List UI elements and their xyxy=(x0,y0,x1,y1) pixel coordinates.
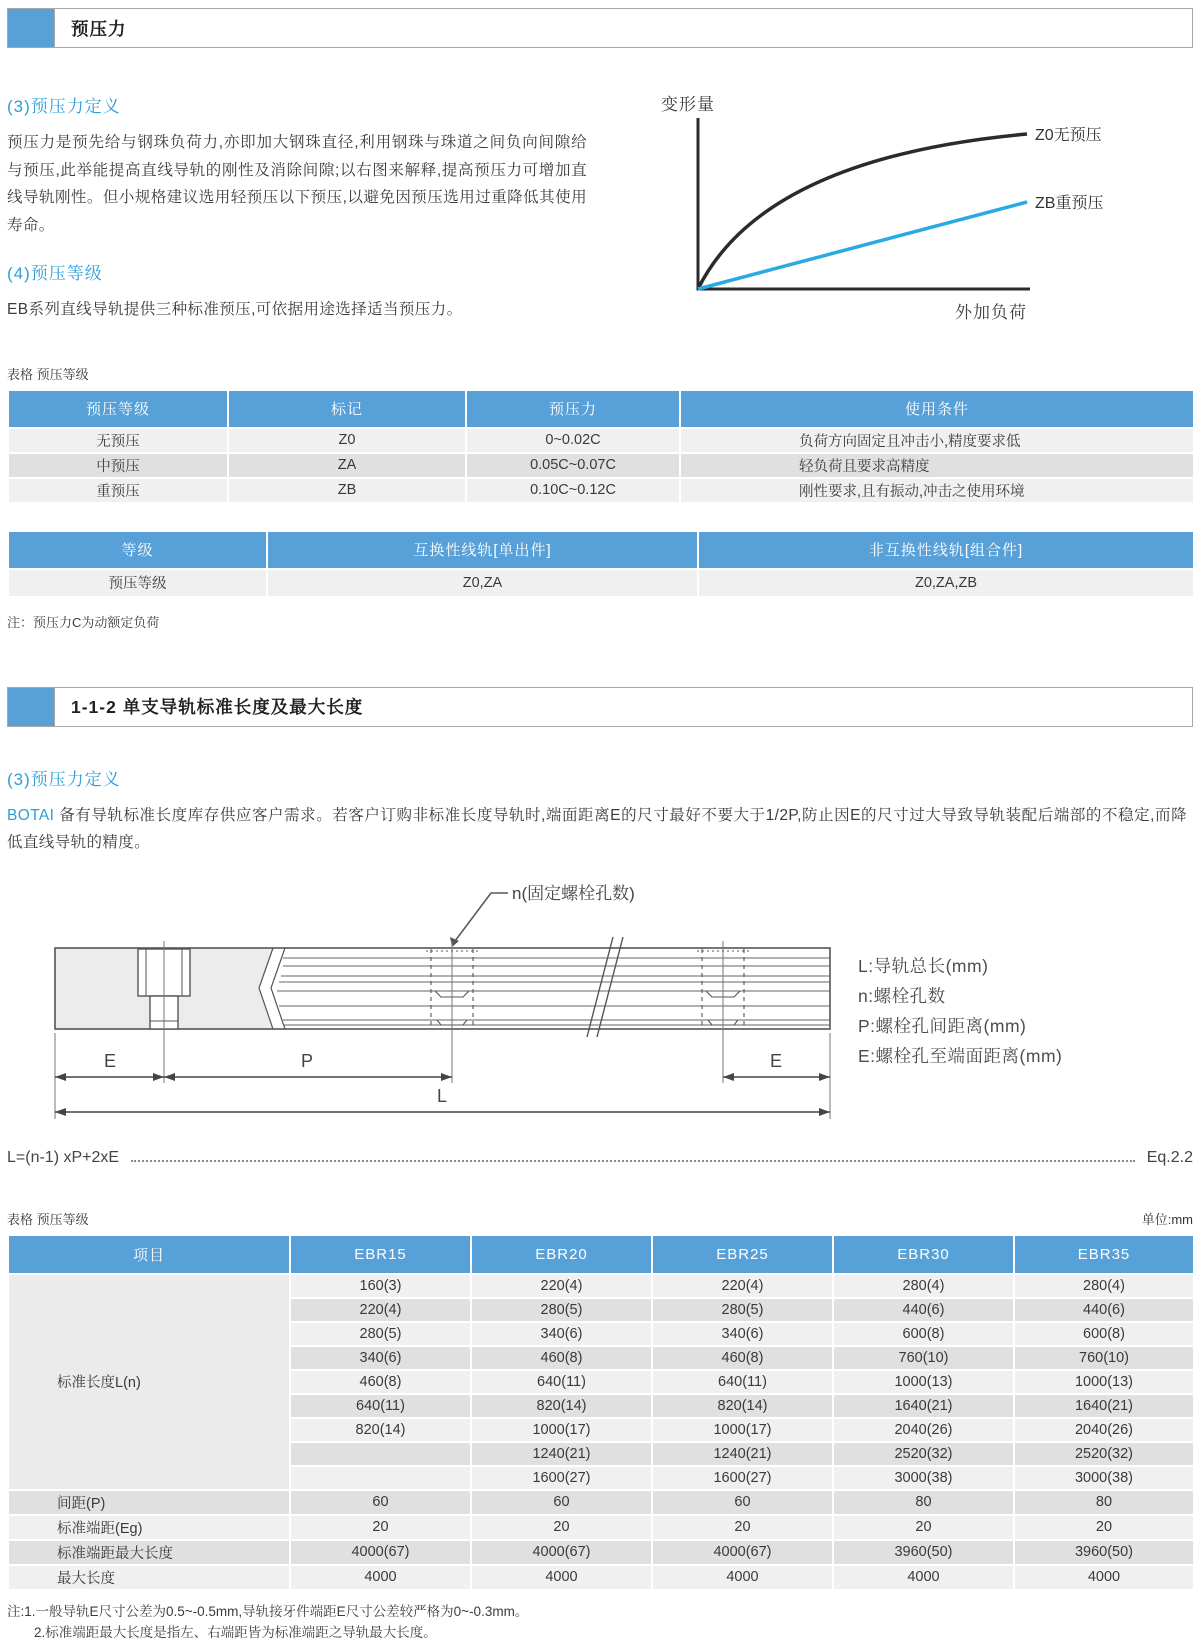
table-cell: 2040(26) xyxy=(1014,1418,1194,1442)
table-cell: 1000(13) xyxy=(1014,1370,1194,1394)
break-chevron-right xyxy=(271,948,285,1029)
rail-profile-lines xyxy=(277,958,830,1025)
table-cell: 1000(17) xyxy=(652,1418,833,1442)
table-cell: 220(4) xyxy=(471,1274,652,1298)
table-row xyxy=(8,1565,1194,1590)
table-cell: 0.10C~0.12C xyxy=(466,478,680,503)
chart-curve-z0 xyxy=(698,134,1027,289)
column-header: EBR25 xyxy=(652,1235,833,1274)
table-cell: 20 xyxy=(1014,1515,1194,1540)
chart-axes xyxy=(698,118,1030,289)
interchangeability-table xyxy=(7,530,1195,598)
footnote-1: 注:1.一般导轨E尺寸公差为0.5~-0.5mm,导轨接牙件端距E尺寸公差较严格为0~-0.3mm。 xyxy=(7,1603,529,1619)
dimension-label-p: P xyxy=(301,1050,314,1071)
table-cell: Z0 xyxy=(228,428,466,453)
table-cell: 2520(32) xyxy=(833,1442,1014,1466)
table-cell: 280(5) xyxy=(652,1298,833,1322)
table-cell: 最大长度 xyxy=(8,1565,290,1590)
chart-y-axis-label: 变形量 xyxy=(661,95,715,114)
table-cell: 760(10) xyxy=(1014,1346,1194,1370)
table-cell: 1240(21) xyxy=(652,1442,833,1466)
diagram-legend-item: P:螺栓孔间距离(mm) xyxy=(858,1015,1027,1036)
table3-caption: 表格 预压等级 xyxy=(7,1211,89,1227)
table-header-row xyxy=(8,531,1194,569)
table-cell: 440(6) xyxy=(833,1298,1014,1322)
dimension-label-e1: E xyxy=(104,1050,117,1071)
table-cell: 4000 xyxy=(471,1565,652,1590)
table-cell: 4000 xyxy=(1014,1565,1194,1590)
table-row xyxy=(8,1515,1194,1540)
table-cell: 600(8) xyxy=(1014,1322,1194,1346)
table-cell: 280(4) xyxy=(1014,1274,1194,1298)
section-title: 1-1-2 单支导轨标准长度及最大长度 xyxy=(71,697,364,717)
table-cell: 1600(27) xyxy=(471,1466,652,1490)
diagram-legend xyxy=(858,951,1062,1071)
table-row xyxy=(8,569,1194,597)
table-cell: Z0,ZA,ZB xyxy=(698,569,1194,597)
table-cell xyxy=(290,1442,471,1466)
table-cell: 1000(13) xyxy=(833,1370,1014,1394)
section-marker xyxy=(8,9,55,47)
catalog-page xyxy=(0,8,1200,1640)
table-cell: 1640(21) xyxy=(833,1394,1014,1418)
table-row xyxy=(8,478,1194,503)
table-cell: 3000(38) xyxy=(833,1466,1014,1490)
rail-dimension-diagram xyxy=(7,871,1193,1123)
callout-leader-line xyxy=(455,893,508,941)
dimension-label-e2: E xyxy=(770,1050,783,1071)
table-cell: 重预压 xyxy=(8,478,228,503)
table-cell: 1000(17) xyxy=(471,1418,652,1442)
chart-x-axis-label: 外加负荷 xyxy=(955,303,1027,322)
subsection-title-preload-definition: (3)预压力定义 xyxy=(7,97,121,116)
column-header: 项目 xyxy=(8,1235,290,1274)
bolt-hole-count-callout: n(固定螺栓孔数) xyxy=(512,883,635,903)
table-cell: 20 xyxy=(833,1515,1014,1540)
table-row xyxy=(8,428,1194,453)
table-row xyxy=(8,1274,1194,1298)
brand-text: BOTAI xyxy=(7,806,55,824)
dimension-l xyxy=(55,1086,830,1116)
table-cell: 0.05C~0.07C xyxy=(466,453,680,478)
standard-length-paragraph xyxy=(7,802,1187,857)
footnote-2: 2.标准端距最大长度是指左、右端距皆为标准端距之导轨最大长度。 xyxy=(34,1624,437,1640)
table-cell: 刚性要求,且有振动,冲击之使用环境 xyxy=(680,478,1194,503)
equation-number: Eq.2.2 xyxy=(1146,1148,1193,1166)
column-header: 互换性线轨[单出件] xyxy=(267,531,698,569)
table-cell: 20 xyxy=(471,1515,652,1540)
preload-deformation-chart xyxy=(633,78,1195,330)
column-header: 非互换性线轨[组合件] xyxy=(698,531,1194,569)
table-cell: 间距(P) xyxy=(8,1490,290,1515)
table-cell: 20 xyxy=(290,1515,471,1540)
length-formula-row xyxy=(7,1149,1193,1167)
table-header-row xyxy=(8,390,1194,428)
table-cell: 460(8) xyxy=(652,1346,833,1370)
column-header: 使用条件 xyxy=(680,390,1194,428)
diagram-legend-item: E:螺栓孔至端面距离(mm) xyxy=(858,1045,1063,1066)
dimension-p xyxy=(164,1051,452,1081)
chart-series-label-z0: Z0无预压 xyxy=(1035,127,1102,144)
section-marker xyxy=(8,688,55,726)
table-cell: 440(6) xyxy=(1014,1298,1194,1322)
dimension-e-right xyxy=(723,1051,830,1081)
table-cell: 80 xyxy=(1014,1490,1194,1515)
standard-length-table xyxy=(7,1234,1195,1591)
table-cell: 2520(32) xyxy=(1014,1442,1194,1466)
table-cell: 340(6) xyxy=(471,1322,652,1346)
preload-class-table xyxy=(7,389,1195,504)
table-cell: 1600(27) xyxy=(652,1466,833,1490)
table-row xyxy=(8,1540,1194,1565)
table-row xyxy=(8,1490,1194,1515)
table-cell: 1240(21) xyxy=(471,1442,652,1466)
table-cell: 340(6) xyxy=(652,1322,833,1346)
table-cell: 160(3) xyxy=(290,1274,471,1298)
table3-unit: 单位:mm xyxy=(1141,1211,1193,1227)
table-cell: 4000 xyxy=(290,1565,471,1590)
table-cell: 20 xyxy=(652,1515,833,1540)
preload-definition-paragraph: 预压力是预先给与钢珠负荷力,亦即加大钢珠直径,利用钢珠与珠道之间负向间隙给与预压,此举能提高直线导轨的刚性及消除间隙;以右图来解释,提高预压力可增加直线导轨刚性。但小规格建议选用轻预压以下预压,以避免因预压选用过重降低其使用寿命。 xyxy=(7,134,587,234)
dimension-e-left xyxy=(55,1051,164,1081)
table-cell: 220(4) xyxy=(652,1274,833,1298)
table-cell: 无预压 xyxy=(8,428,228,453)
table-cell: 4000(67) xyxy=(652,1540,833,1565)
table-cell: 3000(38) xyxy=(1014,1466,1194,1490)
table-cell: 3960(50) xyxy=(833,1540,1014,1565)
standard-length-text: 备有导轨标准长度库存供应客户需求。若客户订购非标准长度导轨时,端面距离E的尺寸最好不要大于1/2P,防止因E的尺寸过大导致导轨装配后端部的不稳定,而降低直线导轨的精度。 xyxy=(7,806,1187,851)
column-header: EBR35 xyxy=(1014,1235,1194,1274)
section-header-preload xyxy=(7,8,1193,48)
table-cell: 60 xyxy=(290,1490,471,1515)
table-cell: 60 xyxy=(652,1490,833,1515)
table-cell: 标准端距(Eg) xyxy=(8,1515,290,1540)
table-cell: 640(11) xyxy=(471,1370,652,1394)
table-row xyxy=(8,453,1194,478)
table-cell xyxy=(290,1466,471,1490)
table2-note: 注：预压力C为动额定负荷 xyxy=(7,614,160,630)
table-cell: 340(6) xyxy=(290,1346,471,1370)
table-cell: 280(5) xyxy=(471,1298,652,1322)
table-cell: 60 xyxy=(471,1490,652,1515)
column-header: 预压力 xyxy=(466,390,680,428)
table-cell: 负荷方向固定且冲击小,精度要求低 xyxy=(680,428,1194,453)
column-header: EBR20 xyxy=(471,1235,652,1274)
table1-caption: 表格 预压等级 xyxy=(7,366,89,382)
dotted-leader xyxy=(131,1159,1135,1162)
table3-caption-row xyxy=(7,1209,1193,1228)
table-cell: 0~0.02C xyxy=(466,428,680,453)
section-title: 预压力 xyxy=(71,18,127,39)
table-cell: 820(14) xyxy=(471,1394,652,1418)
table-cell: ZB xyxy=(228,478,466,503)
section-header-standard-length xyxy=(7,687,1193,727)
table-cell: 标准端距最大长度 xyxy=(8,1540,290,1565)
chart-series-label-zb: ZB重预压 xyxy=(1035,195,1104,212)
table-cell: 4000(67) xyxy=(471,1540,652,1565)
chart-line-zb xyxy=(698,202,1027,289)
table-cell: ZA xyxy=(228,453,466,478)
chart-canvas xyxy=(633,78,1195,330)
table-cell: 460(8) xyxy=(290,1370,471,1394)
footnotes xyxy=(7,1601,1200,1643)
table-cell: 轻负荷且要求高精度 xyxy=(680,453,1194,478)
subsection-title-preload-level: (4)预压等级 xyxy=(7,264,103,283)
column-header: EBR15 xyxy=(290,1235,471,1274)
table-cell: 标准长度L(n) xyxy=(8,1274,290,1490)
table-cell: 2040(26) xyxy=(833,1418,1014,1442)
table-cell: 预压等级 xyxy=(8,569,267,597)
diagram-legend-item: n:螺栓孔数 xyxy=(858,985,946,1006)
table-cell: 280(5) xyxy=(290,1322,471,1346)
table-cell: 640(11) xyxy=(290,1394,471,1418)
table-cell: 3960(50) xyxy=(1014,1540,1194,1565)
table-cell: 600(8) xyxy=(833,1322,1014,1346)
table-cell: 4000 xyxy=(833,1565,1014,1590)
column-header: 标记 xyxy=(228,390,466,428)
column-header: EBR30 xyxy=(833,1235,1014,1274)
table-cell: 280(4) xyxy=(833,1274,1014,1298)
table-cell: 820(14) xyxy=(652,1394,833,1418)
table-cell: 中预压 xyxy=(8,453,228,478)
subsection-title-standard-length: (3)预压力定义 xyxy=(7,769,121,789)
column-header: 预压等级 xyxy=(8,390,228,428)
table-cell: 640(11) xyxy=(652,1370,833,1394)
table-cell: 820(14) xyxy=(290,1418,471,1442)
table-cell: 460(8) xyxy=(471,1346,652,1370)
table-cell: 4000 xyxy=(652,1565,833,1590)
column-header: 等级 xyxy=(8,531,267,569)
preload-level-paragraph: EB系列直线导轨提供三种标准预压,可依据用途选择适当预压力。 xyxy=(7,301,463,318)
table-cell: 4000(67) xyxy=(290,1540,471,1565)
table-cell: 1640(21) xyxy=(1014,1394,1194,1418)
diagram-legend-item: L:导轨总长(mm) xyxy=(858,955,989,976)
table-cell: 80 xyxy=(833,1490,1014,1515)
table-cell: Z0,ZA xyxy=(267,569,698,597)
rail-break-slashes xyxy=(587,937,623,1037)
dimension-label-l: L xyxy=(437,1085,448,1106)
table-cell: 220(4) xyxy=(290,1298,471,1322)
table-header-row xyxy=(8,1235,1194,1274)
table-cell: 760(10) xyxy=(833,1346,1014,1370)
formula-text: L=(n-1) xP+2xE xyxy=(7,1148,120,1166)
